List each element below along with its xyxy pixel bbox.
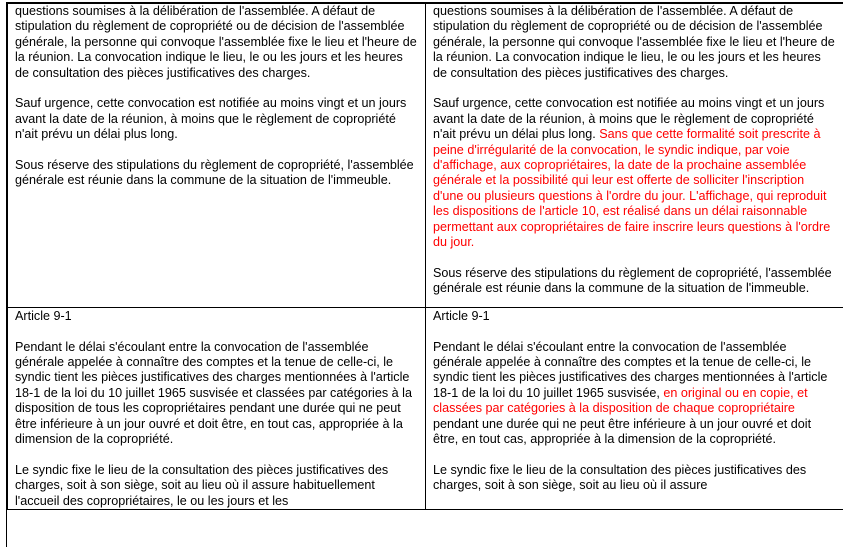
paragraph: Le syndic fixe le lieu de la consultation des pièces justificatives des charges, soit à son siège, soit au lieu où il assure bbox=[433, 462, 807, 493]
paragraph: questions soumises à la délibération de l'assemblée. A défaut de stipulation du règlement de copropriété ou de décision de l'assemblée générale, la personne qui convoque l'assemblée fixe le lieu et l'heure de la réunion. La convocation indique le lieu, le ou les jours et les heures de consultation des pièces justificatives des charges. bbox=[433, 4, 835, 80]
inserted-text: en original ou en copie, et classées par catégories à la disposition de chaque copropriétaire bbox=[433, 385, 808, 416]
comparison-table-frame bbox=[6, 2, 843, 547]
paragraph bbox=[433, 340, 837, 448]
paragraph: Le syndic fixe le lieu de la consultation des pièces justificatives des charges, soit à son siège, soit au lieu où il assure habituellement l'accueil des copropriétaires, le ou les jours et les bbox=[15, 462, 389, 508]
table-row bbox=[8, 307, 844, 509]
paragraph: Pendant le délai s'écoulant entre la convocation de l'assemblée générale appelée à connaître des comptes et la tenue de celle-ci, le syndic tient les pièces justificatives des charges mentionnées à l'article 18-1 de la loi du 10 juillet 1965 susvisée et classées par catégories à la disposition de tous les copropriétaires pendant une durée qui ne peut être inférieure à un jour ouvré et doit être, en tout cas, appropriée à la dimension de la copropriété. bbox=[15, 339, 412, 447]
paragraph: Sous réserve des stipulations du règlement de copropriété, l'assemblée générale est réunie dans la commune de la situation de l'immeuble. bbox=[433, 265, 832, 296]
unchanged-text: pendant une durée qui ne peut être inférieure à un jour ouvré et doit être, en tout cas, appropriée à la dimension de la copropriété. bbox=[433, 416, 812, 447]
cell-original-text bbox=[8, 307, 426, 509]
inserted-text: Sans que cette formalité soit prescrite à peine d'irrégularité de la convocation, le syndic indique, par voie d'affichage, aux copropriétaires, la date de la prochaine assemblée générale et la possibilité qui leur est offerte de solliciter l'inscription d'une ou plusieurs questions à l'ordre du jour. L'affichage, qui reproduit les dispositions de l'article 10, est réalisé dans un délai raisonnable permettant aux copropriétaires de faire inscrire leurs questions à l'ordre du jour. bbox=[433, 127, 831, 250]
cell-amended-text bbox=[426, 4, 844, 308]
paragraph: questions soumises à la délibération de l'assemblée. A défaut de stipulation du règlement de copropriété ou de décision de l'assemblée générale, la personne qui convoque l'assemblée fixe le lieu et l'heure de la réunion. La convocation indique le lieu, le ou les jours et les heures de consultation des pièces justificatives des charges. bbox=[15, 4, 417, 80]
paragraph: Sous réserve des stipulations du règlement de copropriété, l'assemblée générale est réunie dans la commune de la situation de l'immeuble. bbox=[15, 158, 414, 188]
unchanged-text: Sauf urgence, cette convocation est notifiée au moins vingt et un jours avant la date de la réunion, à moins que le règlement de copropriété n'ait prévu un délai plus long. bbox=[433, 96, 825, 142]
article-heading: Article 9-1 bbox=[433, 308, 490, 323]
cell-original-text bbox=[8, 4, 426, 308]
cell-amended-text bbox=[426, 307, 844, 509]
paragraph: Sauf urgence, cette convocation est notifiée au moins vingt et un jours avant la date de la réunion, à moins que le règlement de copropriété n'ait prévu un délai plus long. bbox=[15, 96, 407, 142]
table-row bbox=[8, 4, 844, 308]
unchanged-text: Pendant le délai s'écoulant entre la convocation de l'assemblée générale appelée à connaître des comptes et la tenue de celle-ci, le syndic tient les pièces justificatives des charges mentionnées à l'article 18-1 de la loi du 10 juillet 1965 susvisée, bbox=[433, 339, 828, 400]
comparison-table bbox=[7, 3, 843, 510]
paragraph bbox=[433, 96, 837, 250]
article-heading: Article 9-1 bbox=[15, 308, 72, 323]
